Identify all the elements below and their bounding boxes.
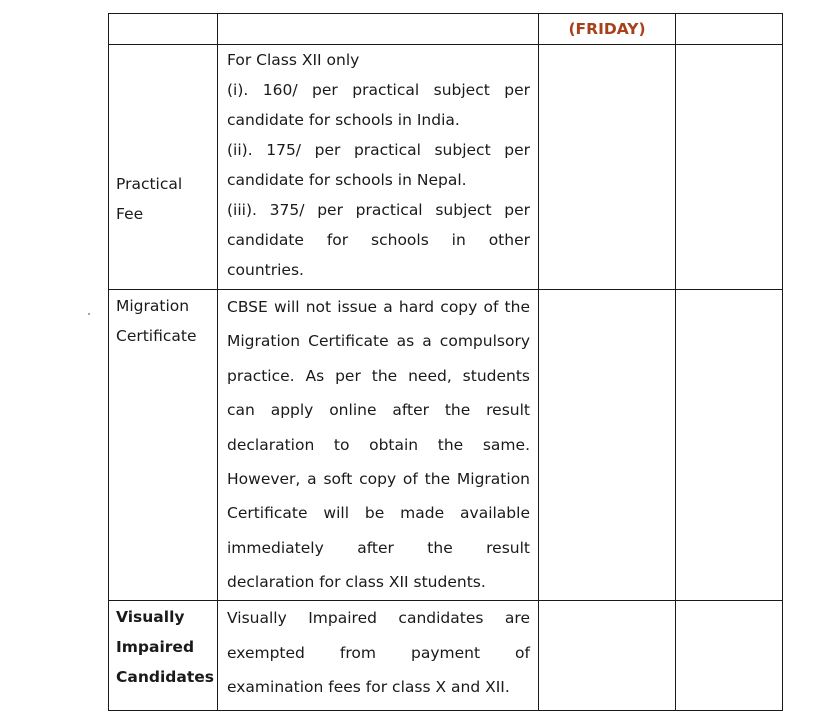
extra-cell-empty (676, 45, 783, 290)
visually-impaired-label (109, 601, 218, 711)
table-row-visually-impaired (109, 601, 783, 711)
visually-impaired-description (218, 601, 539, 711)
date-cell-empty (539, 290, 676, 601)
header-cell-empty (218, 14, 539, 45)
label-line: Certificate (116, 327, 197, 345)
label-line: Impaired (116, 638, 195, 656)
extra-cell-empty (676, 601, 783, 711)
practical-fee-item: (i). 160/ per practical subject per candidate for schools in India. (227, 81, 530, 129)
header-cell-empty (109, 14, 218, 45)
fee-schedule-table (108, 13, 783, 711)
table-row-practical-fee (109, 45, 783, 290)
label-line: Candidates (116, 668, 214, 686)
practical-fee-description (218, 45, 539, 290)
visually-impaired-text: Visually Impaired candidates are exempted from payment of examination fees for class X and XII. (227, 609, 530, 697)
header-cell-empty (676, 14, 783, 45)
scan-speck (88, 313, 90, 315)
migration-certificate-text: CBSE will not issue a hard copy of the Migration Certificate as a compulsory practice. As per the need, students can apply online after the result declaration to obtain the same. However, a soft copy of the Migration Certificate will be made available immediately after the result declaration for class XII students. (227, 298, 530, 592)
practical-fee-intro: For Class XII only (227, 51, 360, 69)
practical-fee-label (109, 45, 218, 290)
practical-fee-item: (ii). 175/ per practical subject per candidate for schools in Nepal. (227, 141, 530, 189)
migration-certificate-description (218, 290, 539, 601)
label-line: Practical (116, 175, 183, 193)
date-cell-empty (539, 601, 676, 711)
label-line: Migration (116, 297, 190, 315)
migration-certificate-label (109, 290, 218, 601)
header-day-cell: (FRIDAY) (539, 14, 676, 45)
label-line: Visually (116, 608, 185, 626)
label-line: Fee (116, 205, 144, 223)
date-cell-empty (539, 45, 676, 290)
extra-cell-empty (676, 290, 783, 601)
practical-fee-item: (iii). 375/ per practical subject per candidate for schools in other countries. (227, 201, 530, 279)
table-row-migration-certificate (109, 290, 783, 601)
table-header-row (109, 14, 783, 45)
